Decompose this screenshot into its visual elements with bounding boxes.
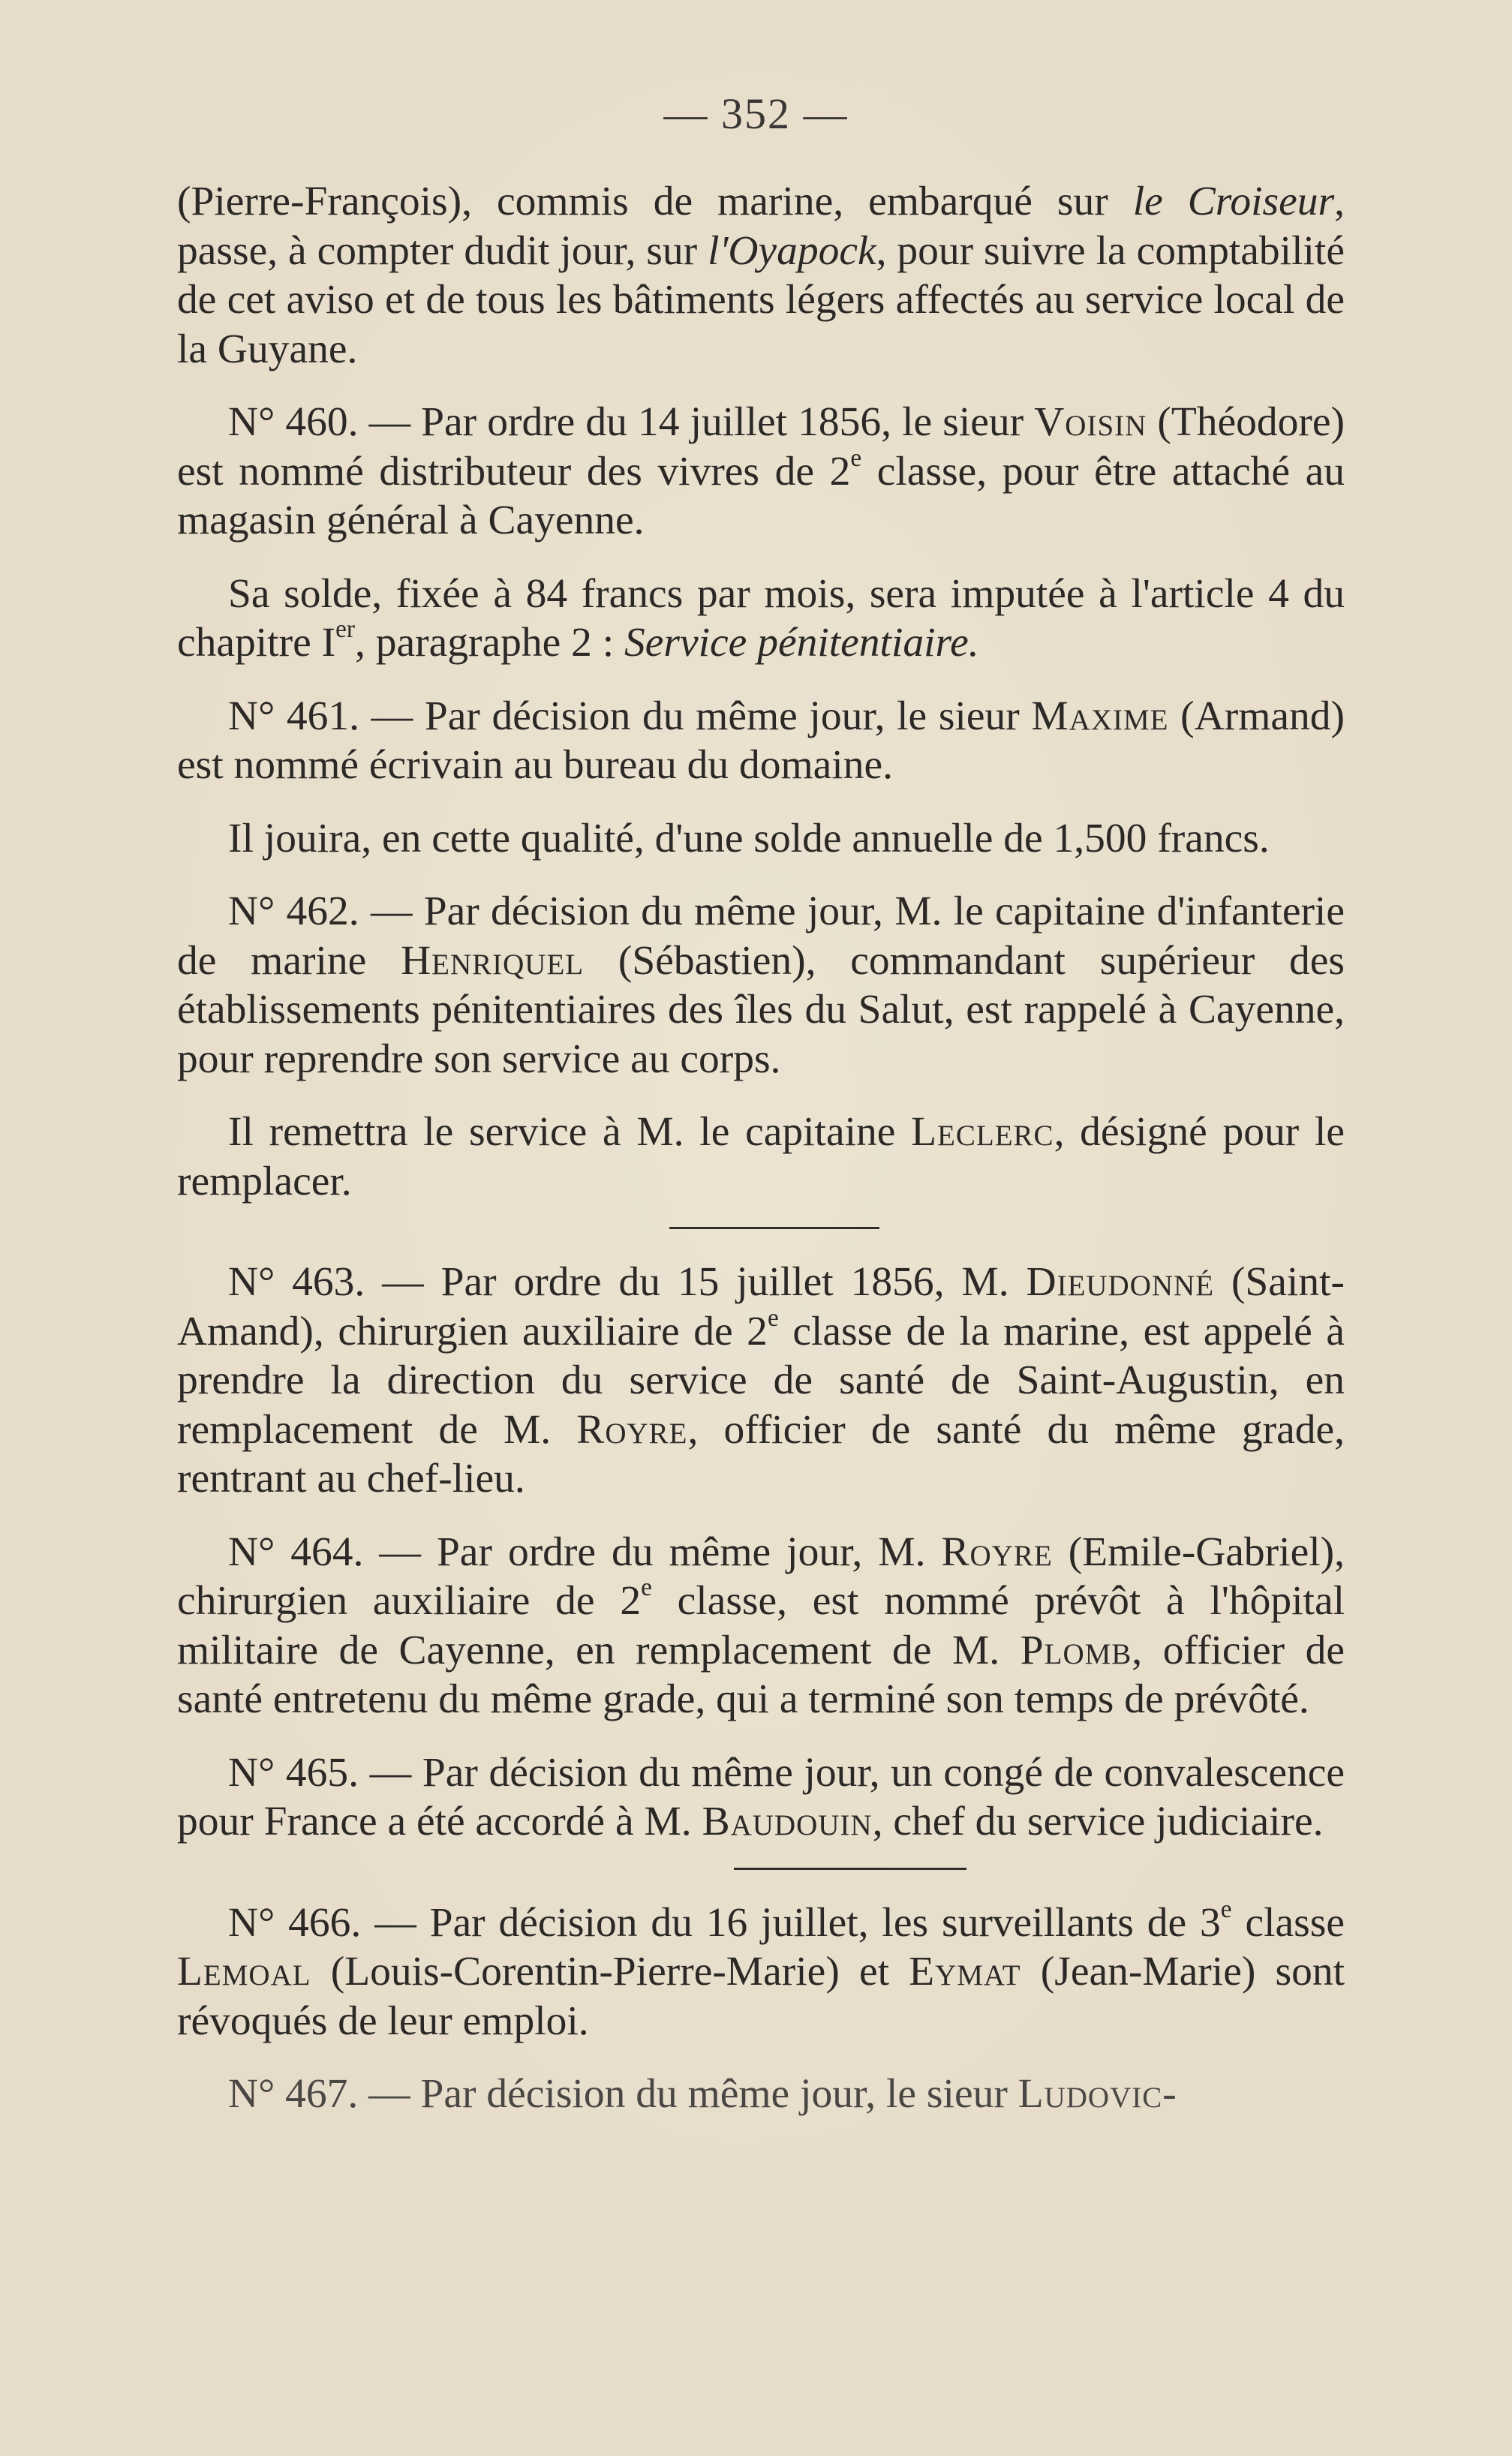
text-run: Il remettra le service à M. le capitaine [228,1109,912,1155]
paragraph-467 [177,2070,1345,2119]
paragraph-461-solde [177,814,1345,864]
text-run: e [850,443,862,472]
text-run: classe, est nommé prévôt à l'hôpital militaire de Cayenne, en remplacement de M. [177,1578,1345,1673]
text-run: Lemoal [177,1949,311,1995]
text-run: , passe, à compter dudit jour, sur [177,179,1345,274]
text-run: Eymat [909,1949,1021,1995]
paragraph-460-solde [177,570,1345,668]
text-run: classe [1231,1899,1345,1946]
text-run: , pour suivre la comptabilité de cet aviso et de tous les bâtiments légers affectés au service local de la Guyane. [177,227,1345,372]
section-divider [734,1868,966,1870]
text-run: , chef du service judiciaire. [872,1799,1324,1844]
text-run: N° 467. — Par décision du même jour, le sieur [228,2071,1018,2117]
paragraph-continuation [177,177,1345,374]
text-run: (Pierre-François), commis de marine, embarqué sur [177,179,1133,224]
text-run: Royre [941,1529,1053,1575]
text-run: N° 466. — Par décision du 16 juillet, les surveillants de 3 [228,1899,1221,1946]
text-run: Service pénitentiaire. [624,620,979,666]
text-run: , désigné pour le remplacer. [177,1109,1345,1204]
text-run: Il jouira, en cette qualité, d'une solde annuelle de 1,500 francs. [228,815,1270,861]
text-run: Plomb [1020,1627,1132,1673]
text-run: (Emile-Gabriel), chirurgien auxiliaire de 2 [177,1529,1345,1624]
text-run: classe, pour être attaché au magasin général à Cayenne. [177,448,1345,543]
text-run: Ludovic- [1018,2071,1177,2117]
paragraph-465 [177,1748,1345,1847]
text-run: Dieudonné [1026,1259,1215,1305]
text-run: Royre [576,1406,688,1453]
paragraph-460 [177,398,1345,546]
text-run: N° 461. — Par décision du même jour, le sieur [228,693,1032,739]
paragraph-463 [177,1258,1345,1504]
text-run: (Louis-Corentin-Pierre-Marie) et [311,1949,909,1995]
text-run: le Croiseur [1132,179,1335,224]
text-run: N° 460. — Par ordre du 14 juillet 1856, le sieur [228,399,1035,445]
text-run: Leclerc [911,1109,1054,1155]
text-run: (Saint-Amand), chirurgien auxiliaire de 2 [177,1259,1345,1354]
paragraph-461 [177,692,1345,790]
text-run: e [767,1303,779,1332]
text-run: , paragraphe 2 : [354,620,625,666]
text-run: l'Oyapock [708,227,876,274]
paragraph-462 [177,887,1345,1084]
text-run: e [1220,1895,1232,1923]
text-run: N° 463. — Par ordre du 15 juillet 1856, M. [228,1259,1027,1305]
text-run: er [335,615,355,644]
text-block [177,177,1345,2143]
text-run: e [641,1574,652,1602]
paragraph-464 [177,1528,1345,1724]
page-number: — 352 — [663,89,849,138]
text-run: Voisin [1034,399,1147,445]
text-run: (Jean-Marie) sont révoqués de leur emploi. [177,1949,1345,2044]
paragraph-466 [177,1895,1345,2046]
text-run: (Armand) est nommé écrivain au bureau du domaine. [177,693,1345,788]
text-run: Maxime [1031,693,1169,739]
text-run: Henriquel [401,937,585,984]
text-run: classe de la marine, est appelé à prendre la direction du service de santé de Saint-Augustin, en remplacement de M. [177,1308,1345,1453]
text-run: , officier de santé du même grade, rentrant au chef-lieu. [177,1406,1345,1502]
text-run: (Théodore) est nommé distributeur des vivres de 2 [177,399,1345,495]
section-divider [669,1227,879,1229]
text-run: , officier de santé entretenu du même grade, qui a terminé son temps de prévôté. [177,1627,1345,1722]
text-run: Sa solde, fixée à 84 francs par mois, sera imputée à l'article 4 du chapitre I [177,570,1345,666]
paragraph-462-remplacement [177,1108,1345,1206]
text-run: N° 464. — Par ordre du même jour, M. [228,1529,942,1575]
text-run: (Sébastien), commandant supérieur des établissements pénitentiaires des îles du Salut, est rappelé à Cayenne, pour reprendre son service au corps. [177,937,1345,1082]
text-run: N° 462. — Par décision du même jour, M. le capitaine d'infanterie de marine [177,888,1345,984]
text-run: N° 465. — Par décision du même jour, un congé de convalescence pour France a été accordé à M. [177,1749,1345,1844]
text-run: Baudouin [702,1799,873,1844]
